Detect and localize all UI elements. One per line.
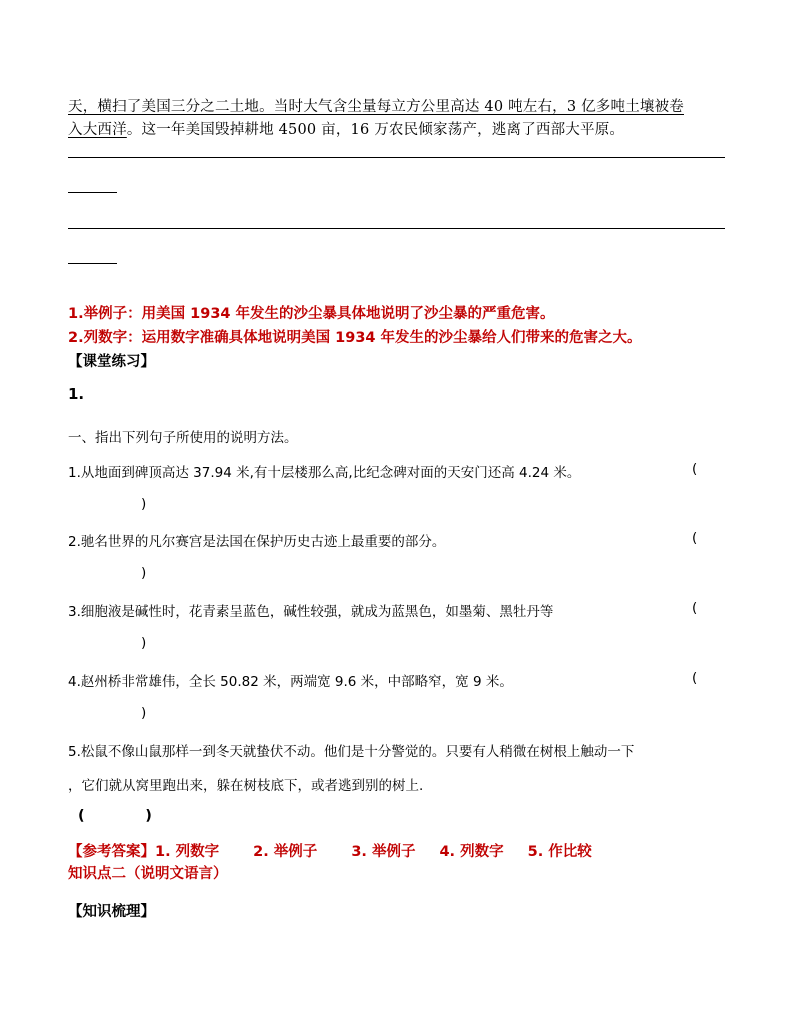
passage-underlined-phrase: 入大西洋 — [68, 122, 127, 138]
practice-number: 1. — [68, 385, 85, 403]
question-5-blank: ( ) — [78, 808, 152, 824]
answer-item-4: 4. 列数字 — [439, 844, 504, 860]
reference-answer — [68, 840, 592, 861]
question-3: 3.细胞液是碱性时，花青素呈蓝色，碱性较强，就成为蓝黑色，如墨菊、黑牡丹等 — [68, 604, 554, 620]
analysis-item-1: 1.举例子：用美国 1934 年发生的沙尘暴具体地说明了沙尘暴的严重危害。 — [68, 306, 555, 322]
question-4: 4.赵州桥非常雄伟，全长 50.82 米，两端宽 9.6 米，中部略窄，宽 9 米。 — [68, 674, 513, 690]
question-1-close-paren: ) — [141, 496, 147, 512]
question-4-close-paren: ) — [141, 705, 147, 721]
question-2: 2.驰名世界的凡尔赛宫是法国在保护历史古迹上最重要的部分。 — [68, 534, 446, 550]
question-5-line-2: ，它们就从窝里跑出来，躲在树枝底下，或者逃到别的树上. — [68, 778, 424, 794]
question-1-open-paren: ( — [692, 461, 698, 477]
answer-line-1 — [68, 157, 725, 158]
answer-line-1-short — [68, 192, 117, 193]
question-5-line-1: 5.松鼠不像山鼠那样一到冬天就蛰伏不动。他们是十分警觉的。只要有人稍微在树根上触动一下 — [68, 744, 635, 760]
question-3-close-paren: ) — [141, 635, 147, 651]
answer-item-5: 5. 作比较 — [527, 844, 592, 860]
knowledge-point-heading: 知识点二（说明文语言） — [68, 866, 228, 882]
question-2-open-paren: ( — [692, 530, 698, 546]
instruction: 一、指出下列句子所使用的说明方法。 — [68, 430, 298, 446]
answer-line-2 — [68, 228, 725, 229]
section-practice-heading: 【课堂练习】 — [68, 354, 155, 370]
question-1: 1.从地面到碑顶高达 37.94 米,有十层楼那么高,比纪念碑对面的天安门还高 4.24 米。 — [68, 465, 581, 481]
answer-item-1: 1. 列数字 — [155, 844, 220, 860]
answer-item-3: 3. 举例子 — [351, 844, 416, 860]
passage-line-1 — [68, 95, 684, 116]
question-4-open-paren: ( — [692, 670, 698, 686]
passage-line-1-text: 天，横扫了美国三分之二土地。当时大气含尘量每立方公里高达 40 吨左右，3 亿多吨土壤被卷 — [68, 99, 684, 115]
question-2-close-paren: ) — [141, 565, 147, 581]
passage-line-2-text: 。这一年美国毁掉耕地 4500 亩，16 万农民倾家荡产，逃离了西部大平原。 — [126, 122, 625, 138]
answer-item-2: 2. 举例子 — [253, 844, 318, 860]
section-review-heading: 【知识梳理】 — [68, 904, 155, 920]
passage-line-2 — [68, 118, 624, 139]
reference-answer-label: 【参考答案】 — [68, 844, 155, 860]
question-3-open-paren: ( — [692, 600, 698, 616]
analysis-item-2: 2.列数字：运用数字准确具体地说明美国 1934 年发生的沙尘暴给人们带来的危害之大。 — [68, 330, 642, 346]
answer-line-2-short — [68, 263, 117, 264]
